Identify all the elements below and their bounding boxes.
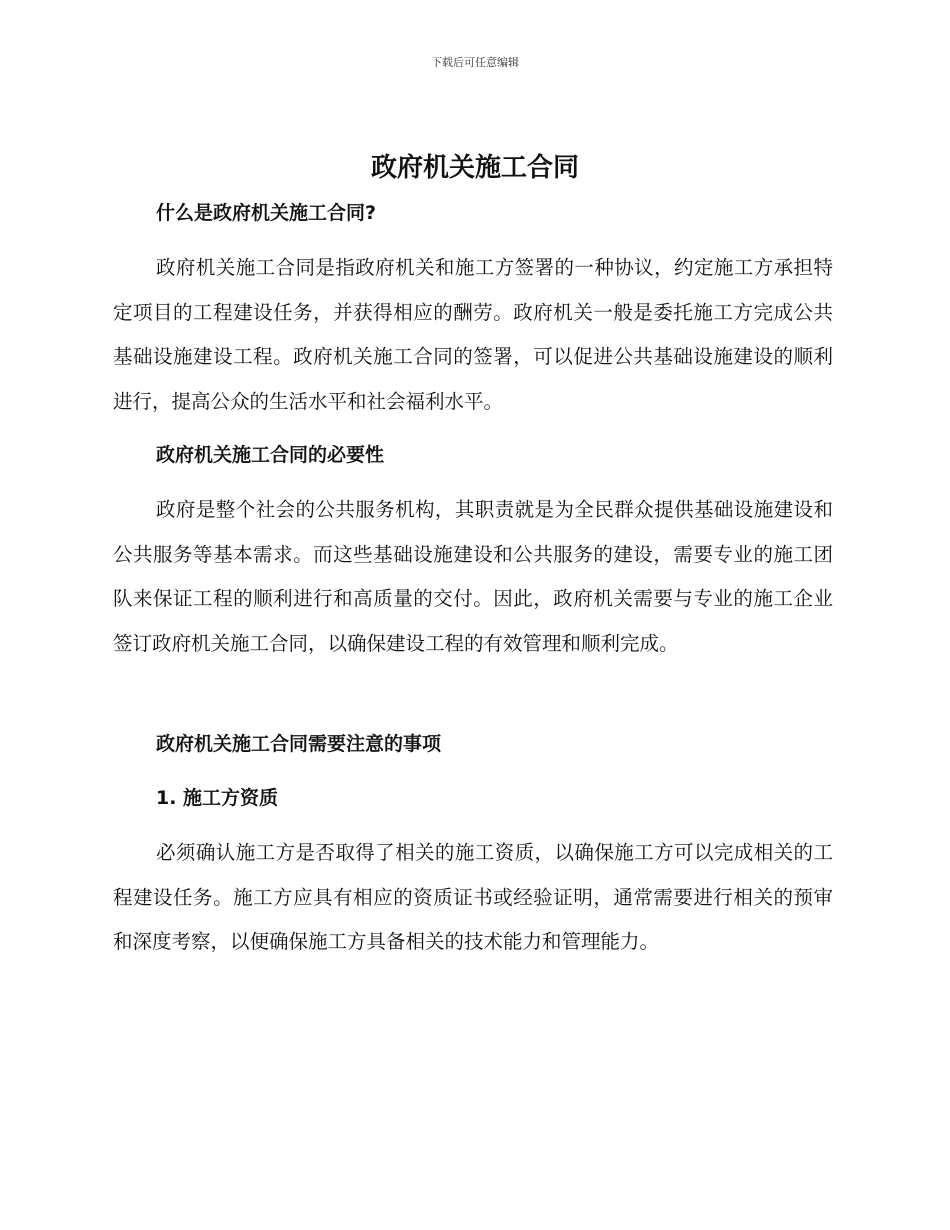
section-paragraph-qualification: 必须确认施工方是否取得了相关的施工资质，以确保施工方可以完成相关的工程建设任务。施工方应具有相应的资质证书或经验证明，通常需要进行相关的预审和深度考察，以便确保施工方具备相关的技术能力和管理能力。 bbox=[113, 841, 833, 953]
page-title: 政府机关施工合同 bbox=[370, 153, 579, 183]
subsection-heading-qualification: 1. 施工方资质 bbox=[156, 787, 279, 809]
section-paragraph-necessity: 政府是整个社会的公共服务机构，其职责就是为全民群众提供基础设施建设和公共服务等基本需求。而这些基础设施建设和公共服务的建设，需要专业的施工团队来保证工程的顺利进行和高质量的交付。因此，政府机关需要与专业的施工企业签订政府机关施工合同，以确保建设工程的有效管理和顺利完成。 bbox=[113, 498, 833, 655]
section-heading-necessity: 政府机关施工合同的必要性 bbox=[156, 444, 385, 466]
section-paragraph-definition: 政府机关施工合同是指政府机关和施工方签署的一种协议，约定施工方承担特定项目的工程建设任务，并获得相应的酬劳。政府机关一般是委托施工方完成公共基础设施建设工程。政府机关施工合同的签署，可以促进公共基础设施建设的顺利进行，提高公众的生活水平和社会福利水平。 bbox=[113, 256, 833, 413]
section-heading-notes: 政府机关施工合同需要注意的事项 bbox=[156, 733, 442, 755]
header-note: 下载后可任意编辑 bbox=[431, 56, 519, 69]
section-heading-definition: 什么是政府机关施工合同? bbox=[156, 202, 377, 224]
